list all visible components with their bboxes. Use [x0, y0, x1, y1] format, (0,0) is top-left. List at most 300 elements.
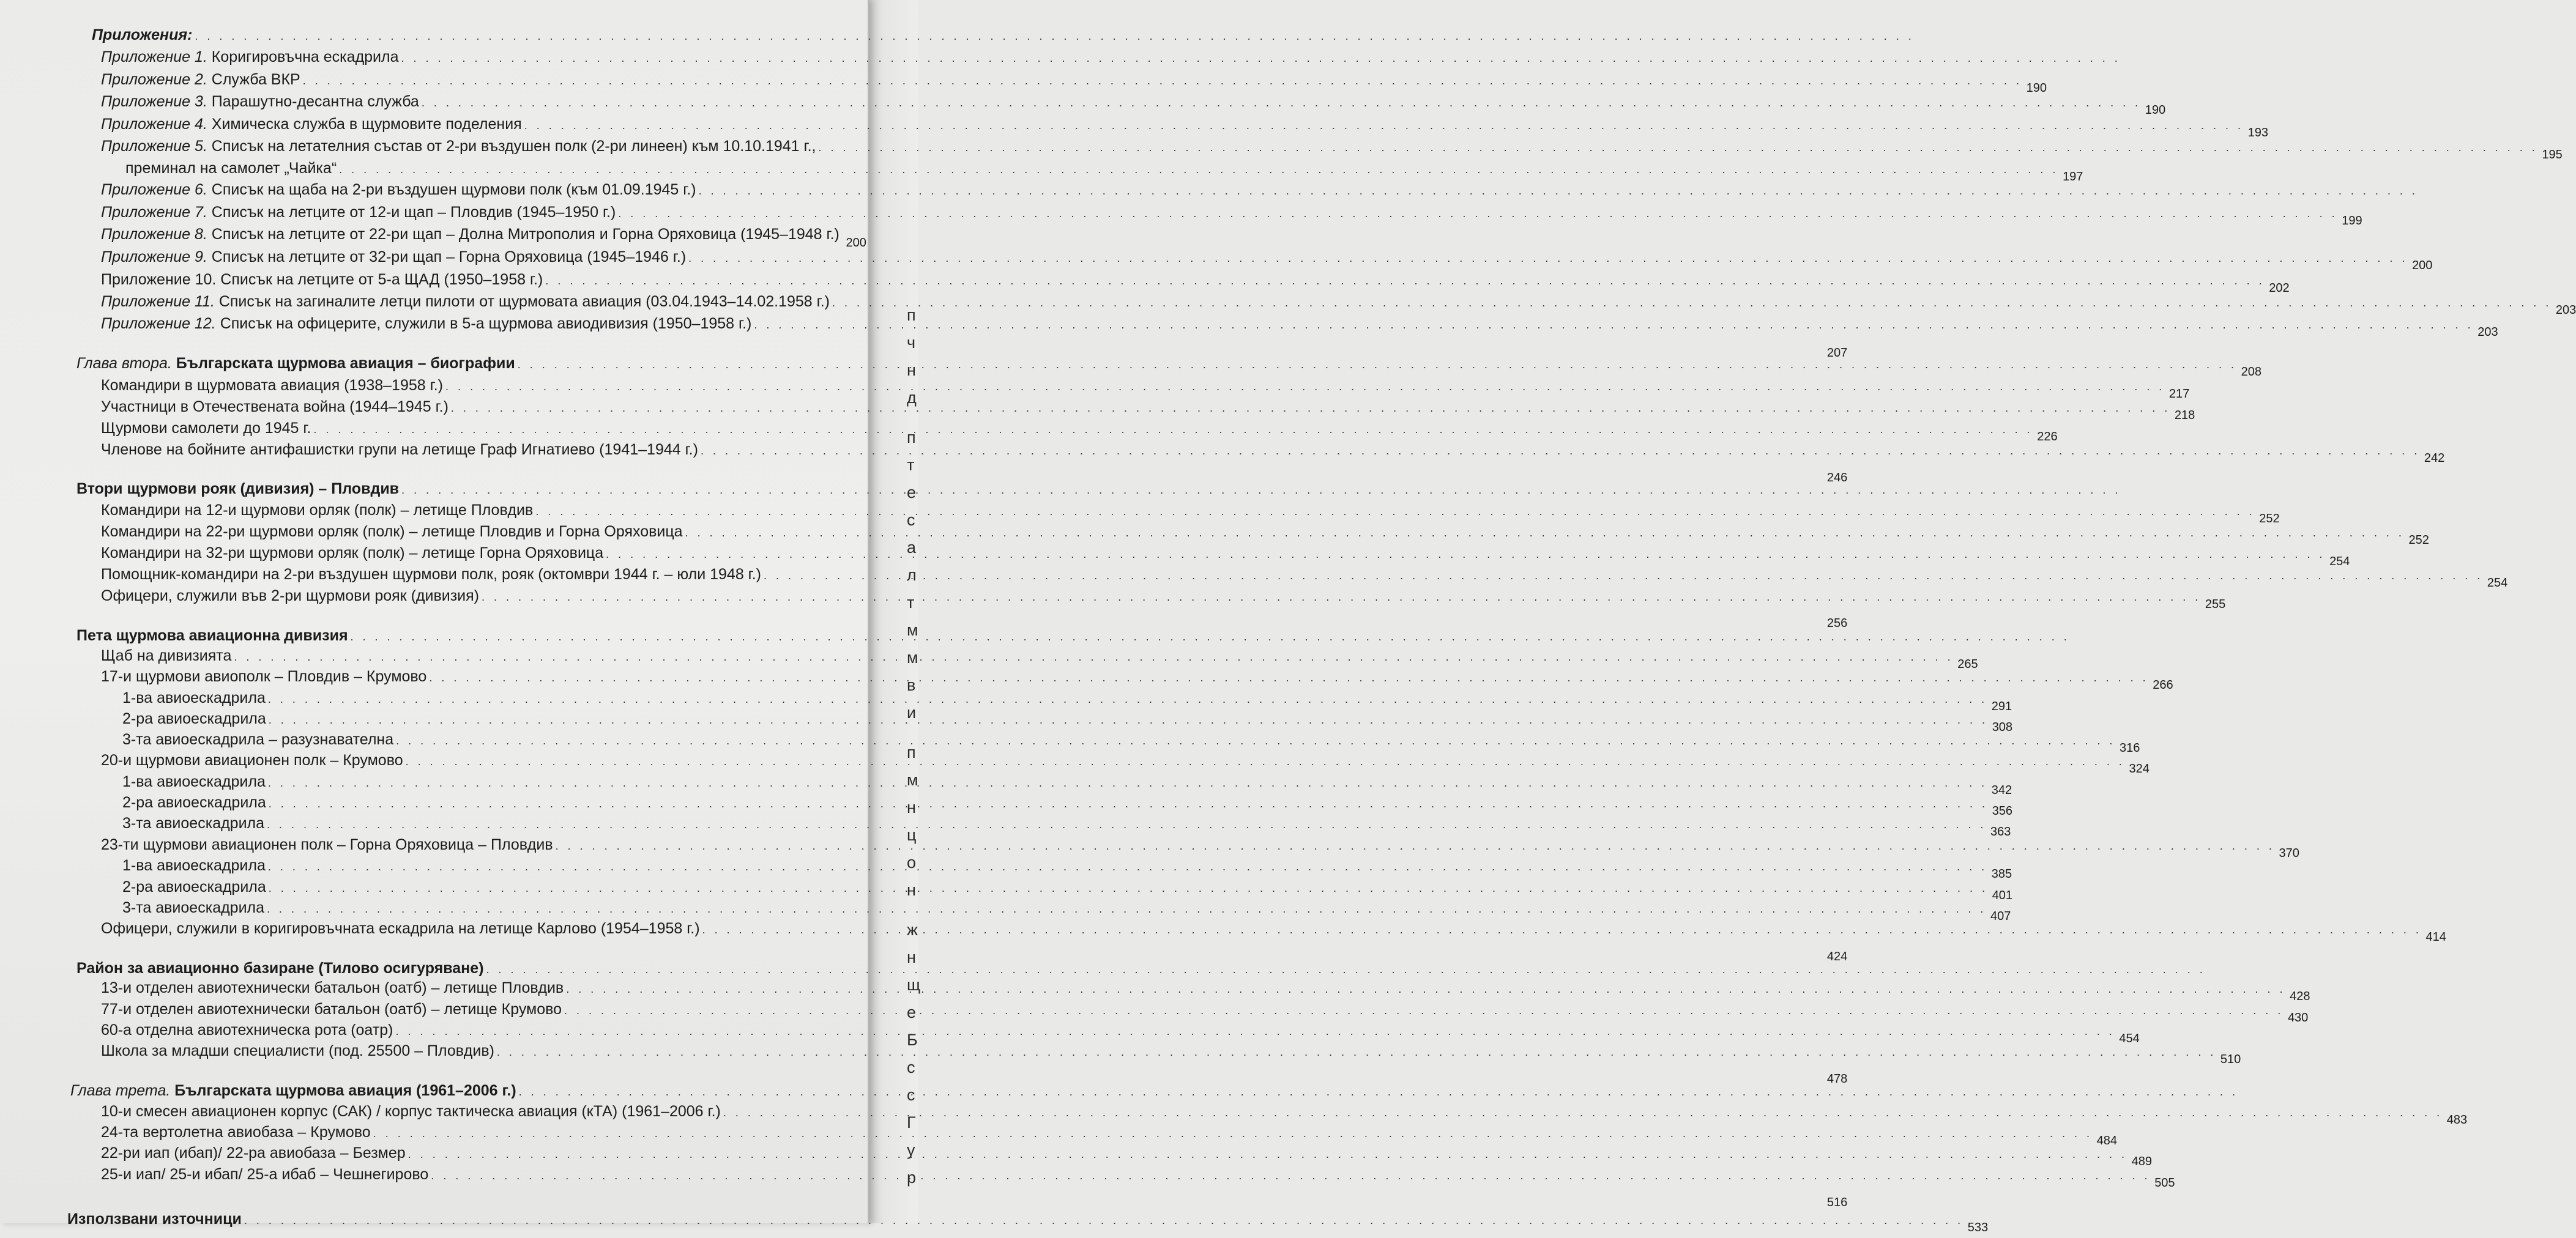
toc-entry-prefix: Приложение 3. [101, 93, 207, 110]
next-page-letter: м [907, 621, 918, 639]
toc-entry-label [101, 114, 522, 135]
toc-entry-label [101, 375, 443, 396]
toc-entry-text: Щурмови самолети до 1945 г. [101, 420, 311, 437]
next-page-letter: м [907, 648, 918, 667]
toc-entry [101, 269, 2290, 295]
page-number: 308 [1992, 721, 2013, 734]
toc-entry-label [101, 543, 603, 563]
page-number: 516 [1826, 1196, 1848, 1209]
toc-entry-text: Списък на загиналите летци пилоти от щурмовата авиация (03.04.1943–14.02.1958 г.) [214, 293, 830, 310]
page-number: 226 [2037, 430, 2058, 443]
page-number: 190 [2026, 81, 2047, 95]
toc-entry-label [101, 46, 399, 67]
dot-leader [406, 751, 2125, 772]
toc-entry-label [101, 224, 839, 245]
dot-leader [395, 1021, 2115, 1042]
next-page-letter: т [907, 456, 915, 474]
toc-entry-label [122, 877, 266, 897]
dot-leader [497, 1042, 2216, 1062]
toc-entry-prefix: Приложение 1. [101, 48, 207, 65]
next-page-letter: и [907, 703, 917, 722]
toc-entry-text: Пета щурмова авиационна дивизия [76, 627, 348, 644]
toc-entry-label [101, 500, 533, 521]
page-number: 252 [2259, 512, 2280, 525]
dot-leader [373, 1123, 2093, 1144]
next-page-letter: Б [907, 1031, 918, 1049]
next-page-letter: п [907, 428, 916, 447]
next-page-letter: л [907, 566, 917, 584]
toc-entry [122, 877, 2013, 902]
toc-entry-prefix: Глава втора. [76, 355, 172, 372]
toc-entry-label [101, 202, 616, 223]
page-number: 356 [1992, 804, 2013, 818]
toc-entry-prefix: Приложение 4. [101, 116, 207, 133]
toc-entry-text: 17-и щурмови авиополк – Пловдив – Крумово [101, 668, 427, 685]
toc-entry-text: 13-и отделен авиотехнически батальон (оатб) – летище Пловдив [101, 979, 564, 996]
page-number: 208 [2241, 365, 2262, 379]
page-number: 478 [1826, 1072, 1848, 1086]
toc-entry [101, 1143, 2152, 1168]
next-page-letter: в [907, 676, 916, 694]
page-number: 533 [1967, 1221, 1989, 1234]
page-number: 254 [2487, 576, 2508, 590]
page-number: 266 [2153, 678, 2173, 692]
page-number: 197 [2063, 170, 2083, 183]
toc-entry-text: 25-и иап/ 25-и ибап/ 25-а ибаб – Чешнегирово [101, 1166, 429, 1183]
toc-entry [101, 69, 2047, 95]
toc-entry [101, 246, 2433, 272]
next-page-letter: е [907, 483, 917, 502]
next-page-letter: п [907, 306, 916, 324]
next-page-letter: т [907, 593, 915, 612]
toc-entry-text: Помощник-командири на 2-ри въздушен щурмови полк, рояк (октомври 1944 г. – юли 1948 г.) [101, 566, 762, 583]
toc-entry-text: Списък на летците от 12-и щап – Пловдив (1945–1950 г.) [207, 204, 616, 221]
toc-entry [101, 202, 2362, 228]
toc-entry-text: Коригировъчна ескадрила [207, 48, 399, 65]
toc-entry-text: 1-ва авиоескадрила [122, 857, 266, 874]
dot-leader [832, 292, 2552, 313]
page-number: 407 [1990, 910, 2011, 923]
toc-entry [101, 1101, 2468, 1127]
page-number: 505 [2154, 1176, 2175, 1190]
toc-entry-prefix: Приложение 8. [101, 226, 207, 243]
toc-entry-label [101, 1101, 721, 1122]
toc-entry-label [101, 918, 700, 939]
toc-entry [101, 977, 2310, 1003]
toc-entry-label [101, 1122, 371, 1143]
page-number: 489 [2131, 1155, 2152, 1168]
next-page-letter: м [907, 771, 918, 789]
toc-entry-text: Парашутно-десантна служба [207, 93, 419, 110]
toc-entry [101, 439, 2445, 465]
dot-leader [431, 1165, 2150, 1186]
next-page-letter: с [907, 1058, 915, 1077]
toc-section-heading [76, 625, 860, 646]
page-number: 203 [2555, 303, 2576, 317]
dot-leader [267, 899, 1986, 919]
next-page-letter: ц [907, 826, 917, 844]
next-page-letter: Г [907, 1113, 916, 1132]
toc-entry-label [76, 958, 484, 979]
dot-leader [764, 565, 2483, 586]
dot-leader [429, 667, 2148, 688]
toc-entry-label [122, 813, 264, 834]
toc-entry [101, 543, 2350, 568]
next-page-letter: р [907, 1168, 917, 1187]
dot-leader [268, 856, 1987, 877]
dot-leader [401, 480, 2121, 500]
dot-leader [688, 248, 2408, 269]
toc-page-number-only [101, 1061, 1848, 1086]
toc-entry [122, 792, 2013, 818]
page-number: 246 [1826, 471, 1848, 484]
toc-entry-text: Командири на 22-ри щурмови орляк (полк) – летище Пловдив и Горна Оряховица [101, 523, 683, 540]
dot-leader [486, 959, 2206, 980]
toc-entry-prefix: Приложение 7. [101, 204, 207, 221]
toc-entry-text: Щаб на дивизията [101, 647, 232, 664]
page-number: 428 [2290, 990, 2310, 1003]
toc-entry-label [122, 708, 266, 729]
toc-entry-prefix: Приложение 9. [101, 248, 207, 265]
toc-entry [101, 645, 1978, 671]
page-number: 218 [2174, 409, 2195, 422]
toc-entry-label [92, 24, 192, 45]
toc-entry-text: Списък на летците от 22-ри щап – Долна Митрополия и Горна Оряховица (1945–1948 г.) [207, 226, 839, 243]
toc-entry-text: Членове на бойните антифашистки групи на летище Граф Игнатиево (1941–1944 г.) [101, 441, 698, 458]
dot-leader [702, 919, 2422, 940]
toc-entry [101, 1164, 2175, 1190]
dot-leader [313, 419, 2033, 440]
page-number: 291 [1991, 700, 2012, 713]
next-page-letter: д [907, 388, 917, 407]
dot-leader [269, 878, 1988, 899]
toc-entry-text: преминал на самолет „Чайка“ [125, 160, 337, 177]
dot-leader [701, 440, 2420, 461]
toc-entry-prefix: Глава трета. [70, 1082, 171, 1099]
toc-entry-label [101, 750, 403, 771]
page-number: 254 [2329, 555, 2350, 568]
toc-entry [122, 813, 2011, 839]
toc-entry-text: Използвани източници [67, 1210, 242, 1228]
toc-page-number-only [101, 606, 1848, 630]
toc-entry [122, 897, 2011, 923]
toc-entry-text: 2-ра авиоескадрила [122, 878, 266, 895]
toc-page-number-only [101, 939, 1848, 963]
toc-entry-label [101, 1020, 393, 1040]
toc-entry-text: 10-и смесен авиационен корпус (САК) / корпус тактическа авиация (кТА) (1961–2006 г.) [101, 1103, 721, 1120]
dot-leader [518, 354, 2237, 375]
dot-leader [606, 544, 2325, 565]
toc-entry [101, 91, 2166, 117]
dot-leader [339, 159, 2058, 180]
toc-entry [122, 708, 2013, 734]
toc-entry-text: 3-та авиоескадрила [122, 815, 265, 832]
dot-leader [445, 376, 2165, 397]
dot-leader [195, 26, 1914, 46]
dot-leader [451, 398, 2170, 418]
toc-entry [101, 585, 2226, 611]
toc-entry-label [67, 1209, 242, 1229]
next-page-letter: н [907, 881, 916, 899]
toc-entry-label [101, 439, 698, 460]
dot-leader [754, 314, 2473, 335]
page-number: 385 [1991, 867, 2012, 881]
page-number: 483 [2446, 1113, 2468, 1127]
page-number: 324 [2129, 762, 2150, 776]
toc-entry-text: Командири на 32-ри щурмови орляк (полк) – летище Горна Оряховица [101, 544, 604, 562]
next-page-letter: а [907, 538, 917, 557]
toc-entry [122, 688, 2012, 713]
toc-entry [101, 918, 2446, 944]
toc-entry-label [101, 977, 564, 998]
toc-entry [101, 1040, 2241, 1066]
toc-entry-label [101, 564, 761, 585]
dot-leader [244, 1210, 1964, 1231]
toc-entry-label [101, 666, 426, 687]
toc-entry [101, 114, 2269, 139]
next-page-letter: о [907, 853, 917, 872]
toc-entry-prefix: Приложение 5. [101, 138, 207, 155]
next-page-letter: н [907, 361, 916, 379]
page-number: 363 [1990, 825, 2011, 839]
toc-entry [101, 500, 2280, 525]
next-page-letter: у [907, 1141, 915, 1159]
toc-entry-text: 60-а отделна авиотехническа рота (оатр) [101, 1021, 393, 1039]
toc-entry-text: 22-ри иап (ибап)/ 22-ра авиобаза – Безмер [101, 1144, 406, 1162]
toc-entry [122, 855, 2012, 881]
dot-leader [519, 1081, 2238, 1102]
toc-entry [101, 834, 2299, 860]
dot-leader [267, 814, 1986, 835]
dot-leader [268, 773, 1987, 793]
next-page-letter: щ [907, 976, 921, 994]
toc-entry [101, 375, 2190, 401]
page-number: 265 [1957, 658, 1978, 671]
dot-leader [699, 180, 2418, 201]
page-number: 256 [1826, 617, 1848, 630]
toc-entry-label [101, 91, 419, 112]
toc-entry-label [76, 625, 348, 646]
toc-section-heading [92, 24, 860, 45]
toc-entry-label [101, 1164, 428, 1185]
dot-leader [396, 730, 2115, 751]
toc-entry [101, 999, 2309, 1025]
page-number: 242 [2424, 451, 2445, 465]
toc-entry-prefix: Приложения: [92, 26, 193, 43]
toc-entry-label [101, 834, 553, 855]
toc-entry-label [101, 1143, 406, 1163]
toc-entry [101, 136, 2563, 161]
toc-entry-label [101, 291, 830, 312]
toc-entry [101, 1122, 2117, 1147]
toc-entry-label [76, 478, 399, 499]
toc-entry-label [101, 999, 562, 1020]
next-page-letter: н [907, 798, 916, 817]
page-number: 342 [1991, 784, 2012, 797]
dot-leader [685, 522, 2405, 543]
page-number: 424 [1826, 950, 1848, 963]
toc-entry-label [125, 158, 337, 179]
toc-entry-label [101, 418, 311, 439]
toc-entry-label [101, 269, 543, 290]
toc-entry-text: Химическа служба в щурмовите поделения [207, 116, 522, 133]
toc-entry-label [101, 246, 686, 267]
page-number: 370 [2279, 847, 2299, 860]
toc-entry [101, 179, 860, 200]
toc-entry-text: Командири в щурмовата авиация (1938–1958 г.) [101, 377, 443, 394]
toc-entry-label [101, 585, 479, 606]
toc-entry [101, 666, 2173, 692]
toc-entry-prefix: Приложение 11. [101, 293, 215, 310]
page-number: 484 [2096, 1134, 2117, 1147]
toc-entry-label [101, 136, 816, 157]
toc-entry-text: 23-ти щурмови авиационен полк – Горна Оряховица – Пловдив [101, 836, 553, 853]
toc-entry-text: 1-ва авиоескадрила [122, 689, 266, 706]
dot-leader [819, 137, 2538, 158]
toc-section-heading [70, 1080, 860, 1101]
toc-entry-label [101, 69, 300, 90]
toc-entry-text: Втори щурмови рояк (дивизия) – Пловдив [76, 480, 400, 497]
toc-section-heading [76, 958, 860, 979]
dot-leader [566, 979, 2285, 999]
toc-entry-text: 3-та авиоескадрила [122, 899, 265, 916]
toc-entry-label [101, 521, 683, 542]
toc-entry [101, 291, 2576, 317]
page-number: 195 [2542, 148, 2563, 161]
page-number: 430 [2287, 1011, 2309, 1025]
toc-entry-label [122, 897, 264, 918]
toc-entry-label [101, 313, 751, 334]
toc-page-number-only [101, 460, 1848, 484]
dot-leader [269, 793, 1988, 814]
toc-entry-text: 2-ра авиоескадрила [122, 794, 266, 811]
toc-entry-text: Командири на 12-и щурмови орляк (полк) – летище Пловдив [101, 502, 534, 519]
toc-entry-label [122, 855, 266, 876]
dot-leader [422, 92, 2141, 113]
toc-entry-text: 24-та вертолетна авиобаза – Крумово [101, 1124, 371, 1141]
dot-leader [524, 115, 2244, 136]
page-number: 316 [2120, 741, 2140, 755]
toc-entry [101, 46, 860, 67]
toc-page-number-only [101, 1185, 1848, 1209]
toc-entry-text: Офицери, служили в коригировъчната ескадрила на летище Карлово (1954–1958 г.) [101, 920, 700, 937]
page-number: 414 [2425, 930, 2446, 944]
dot-leader [723, 1102, 2443, 1123]
next-page-letter: ж [907, 921, 918, 939]
toc-entry [125, 158, 2083, 183]
toc-entry-text: Българската щурмова авиация (1961–2006 г.) [170, 1082, 516, 1099]
toc-entry-label [70, 1080, 516, 1101]
dot-leader [234, 647, 1953, 667]
page-number: 510 [2220, 1053, 2241, 1066]
next-page-letter: с [907, 1086, 915, 1104]
toc-entry-text: Списък на летците от 32-ри щап – Горна Оряховица (1945–1946 г.) [207, 248, 687, 265]
toc-entry-text: 1-ва авиоескадрила [122, 773, 266, 790]
page-number: 203 [2477, 325, 2498, 339]
toc-entry [122, 771, 2012, 797]
toc-entry [122, 729, 2140, 755]
toc-entry [101, 750, 2150, 776]
next-page-letter: н [907, 948, 916, 966]
toc-entry-prefix: Приложение 6. [101, 181, 207, 198]
toc-entry-text: Приложение 10. Списък на летците от 5-а ЩАД (1950–1958 г.) [101, 271, 543, 288]
dot-leader [564, 1000, 2284, 1021]
dot-leader [303, 70, 2022, 91]
toc-entry-text: 77-и отделен авиотехнически батальон (оатб) – летище Крумово [101, 1001, 562, 1018]
next-page-letter: п [907, 743, 916, 762]
toc-entry-text: 2-ра авиоескадрила [122, 710, 266, 727]
dot-leader [268, 689, 1987, 710]
toc-entry-label [122, 729, 393, 750]
page-number: 200 [846, 236, 866, 250]
toc-entry-label [101, 396, 449, 417]
toc-entry [101, 564, 2508, 590]
page-number: 193 [2247, 126, 2269, 139]
toc-entry-label [122, 688, 266, 708]
dot-leader [482, 587, 2201, 607]
page-number: 401 [1992, 889, 2013, 902]
toc-entry-text: Офицери, служили във 2-ри щурмови рояк (дивизия) [101, 587, 479, 604]
dot-leader [556, 836, 2275, 856]
toc-entry-text: Списък на щаба на 2-ри въздушен щурмови полк (към 01.09.1945 г.) [207, 181, 696, 198]
page-number: 255 [2205, 598, 2226, 611]
toc-entry-text: Списък на офицерите, служили в 5-а щурмова авиодивизия (1950–1958 г.) [215, 315, 752, 332]
toc-entry [101, 1020, 2140, 1045]
toc-entry [101, 313, 2498, 339]
dot-leader [408, 1144, 2127, 1165]
toc-entry-text: Школа за младши специалисти (под. 25500 – Пловдив) [101, 1042, 494, 1059]
toc-entry-text: Служба ВКР [207, 71, 300, 88]
next-page-letter: с [907, 511, 915, 529]
next-page-letter: е [907, 1003, 917, 1021]
page-number: 252 [2408, 533, 2429, 547]
dot-leader [351, 626, 2070, 647]
toc-entry-label [76, 353, 515, 374]
dot-leader [401, 48, 2121, 69]
toc-section-heading [76, 478, 860, 499]
toc-entry [101, 224, 866, 250]
toc-entry-label [101, 179, 696, 200]
toc-entry-label [122, 771, 266, 792]
toc-entry [101, 396, 2195, 422]
dot-leader [618, 203, 2337, 224]
toc-entry [101, 521, 2429, 547]
toc-entry-text: Район за авиационно базиране (Тилово осигуряване) [76, 960, 484, 977]
toc-entry-text: 20-и щурмови авиационен полк – Крумово [101, 752, 403, 769]
next-page-letter: ч [907, 333, 916, 352]
page-number: 199 [2342, 214, 2362, 228]
dot-leader [545, 270, 2265, 291]
toc-entry-text: Българската щурмова авиация – биографии [171, 355, 515, 372]
toc-entry [101, 418, 2058, 443]
page-number: 217 [2168, 387, 2190, 401]
toc-entry-text: Списък на летателния състав от 2-ри въздушен полк (2-ри линеен) към 10.10.1941 г., [207, 138, 816, 155]
page-number: 190 [2145, 103, 2166, 117]
toc-entry-text: 3-та авиоескадрила – разузнавателна [122, 731, 394, 748]
toc-entry-prefix: Приложение 2. [101, 71, 207, 88]
toc-entry-label [101, 645, 231, 666]
toc-entry-label [101, 1040, 494, 1061]
toc-section-heading [67, 1209, 1989, 1234]
dot-leader [535, 501, 2255, 522]
toc-entry-text: Участници в Отечествената война (1944–1945 г.) [101, 398, 449, 415]
dot-leader [269, 710, 1988, 730]
toc-entry-prefix: Приложение 12. [101, 315, 216, 332]
page-number: 207 [1826, 346, 1848, 360]
page-number: 202 [2269, 281, 2290, 295]
toc-entry-label [122, 792, 266, 813]
page-number: 454 [2119, 1032, 2140, 1045]
